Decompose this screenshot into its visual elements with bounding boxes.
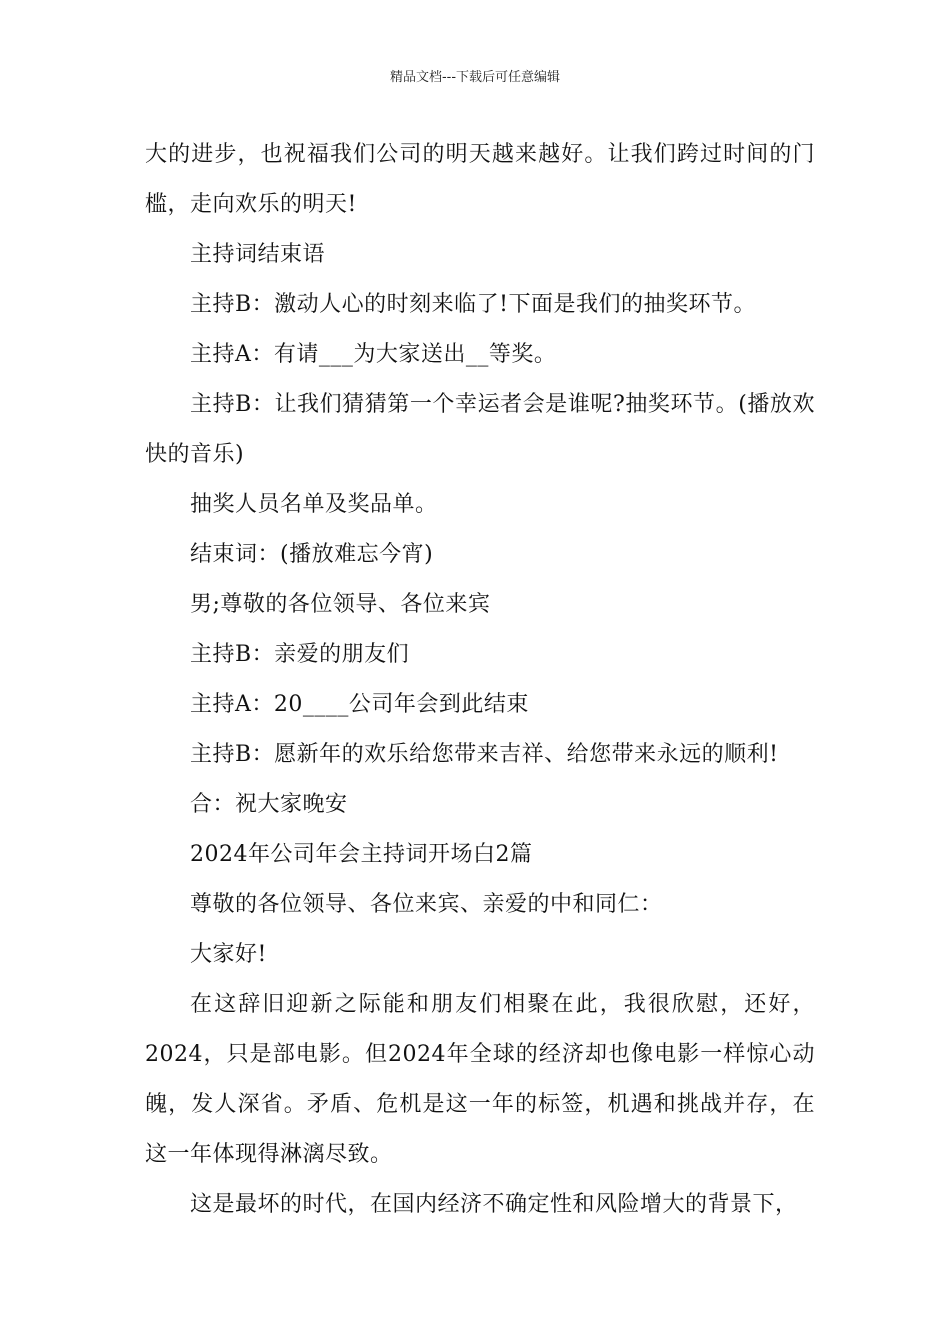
paragraph-salutation: 尊敬的各位领导、各位来宾、亲爱的中和同仁： <box>190 892 663 917</box>
paragraph-host-b-guess: 主持B：让我们猜猜第一个幸运者会是谁呢?抽奖环节。(播放欢快的音乐) <box>145 392 815 467</box>
paragraph-title-opening: 2024年公司年会主持词开场白2篇 <box>190 842 533 867</box>
paragraph-closing-words: 结束词：(播放难忘今宵) <box>190 542 434 567</box>
paragraph-opening-body: 在这辞旧迎新之际能和朋友们相聚在此，我很欣慰，还好，2024，只是部电影。但2024年全球的经济却也像电影一样惊心动魄，发人深省。矛盾、危机是这一年的标签，机遇和挑战并存，在这一年体现得淋漓尽致。 <box>145 992 815 1167</box>
paragraph-worst-times: 这是最坏的时代，在国内经济不确定性和风险增大的背景下， <box>190 1192 798 1217</box>
paragraph-host-a-invite: 主持A：有请___为大家送出__等奖。 <box>190 342 557 367</box>
paragraph-host-b-wish: 主持B：愿新年的欢乐给您带来吉祥、给您带来永远的顺利! <box>190 742 779 767</box>
paragraph-prize-list: 抽奖人员名单及奖品单。 <box>190 492 438 517</box>
paragraph-host-b-friends: 主持B：亲爱的朋友们 <box>190 642 410 667</box>
paragraph-hello: 大家好! <box>190 942 267 967</box>
paragraph-host-b-lottery: 主持B：激动人心的时刻来临了!下面是我们的抽奖环节。 <box>190 292 757 317</box>
paragraph-together: 合：祝大家晚安 <box>190 792 348 817</box>
page-header: 精品文档---下载后可任意编辑 <box>389 70 561 85</box>
paragraph-heading-closing: 主持词结束语 <box>190 242 326 267</box>
paragraph-continuation: 大的进步，也祝福我们公司的明天越来越好。让我们跨过时间的门槛，走向欢乐的明天! <box>145 142 815 217</box>
paragraph-male-greeting: 男;尊敬的各位领导、各位来宾 <box>190 592 491 617</box>
document-body <box>145 130 815 1230</box>
paragraph-host-a-end: 主持A：20____公司年会到此结束 <box>190 692 529 717</box>
